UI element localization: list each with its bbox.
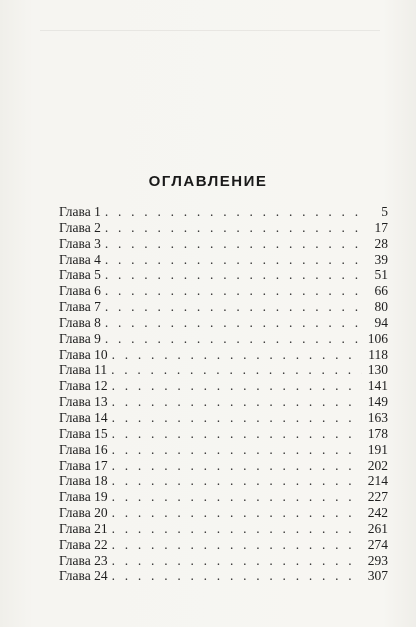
toc-entry xyxy=(59,553,388,569)
toc-entry-page: 261 xyxy=(367,520,388,536)
dot-leader xyxy=(112,378,362,394)
toc-entry-page: 5 xyxy=(381,204,388,219)
dot-leader xyxy=(105,252,362,268)
toc-entry xyxy=(59,378,388,394)
page-title: ОГЛАВЛЕНИЕ xyxy=(148,173,268,191)
toc-entry-page: 149 xyxy=(367,394,388,410)
toc-entry xyxy=(59,236,388,252)
dot-leader xyxy=(112,537,362,553)
toc-entry xyxy=(59,299,388,315)
toc-entry-page: 274 xyxy=(367,536,388,552)
dot-leader xyxy=(112,489,362,505)
toc-entry xyxy=(59,442,388,458)
toc-entry xyxy=(59,537,388,553)
toc-entry-label: Глава 18 xyxy=(59,473,108,489)
dot-leader xyxy=(112,568,362,584)
toc-entry-page: 191 xyxy=(367,441,388,457)
toc-entry xyxy=(59,426,388,442)
table-of-contents xyxy=(59,204,388,584)
toc-entry-label: Глава 11 xyxy=(59,362,108,378)
toc-entry-page: 293 xyxy=(367,552,388,568)
toc-entry-label: Глава 2 xyxy=(59,219,101,235)
toc-entry-label: Глава 4 xyxy=(59,251,101,267)
toc-entry-page: 94 xyxy=(374,314,388,330)
dot-leader xyxy=(112,505,362,521)
toc-entry-label: Глава 1 xyxy=(59,204,101,219)
dot-leader xyxy=(112,410,362,426)
toc-entry-label: Глава 14 xyxy=(59,409,108,425)
dot-leader xyxy=(112,521,362,537)
toc-entry-label: Глава 20 xyxy=(59,505,108,521)
toc-entry-label: Глава 19 xyxy=(59,489,108,505)
toc-entry xyxy=(59,362,388,378)
toc-entry xyxy=(59,347,388,363)
toc-entry-label: Глава 21 xyxy=(59,520,108,536)
toc-entry-label: Глава 5 xyxy=(59,267,101,283)
dot-leader xyxy=(105,299,362,315)
toc-entry-page: 202 xyxy=(367,457,388,473)
toc-entry-label: Глава 24 xyxy=(59,568,108,584)
toc-entry xyxy=(59,489,388,505)
toc-entry-label: Глава 10 xyxy=(59,346,108,362)
toc-entry xyxy=(59,315,388,331)
toc-entry-label: Глава 8 xyxy=(59,314,101,330)
toc-entry xyxy=(59,394,388,410)
toc-entry xyxy=(59,252,388,268)
toc-entry-label: Глава 17 xyxy=(59,457,108,473)
bleed-through-header xyxy=(40,16,380,31)
toc-entry-label: Глава 3 xyxy=(59,235,101,251)
dot-leader xyxy=(105,315,362,331)
dot-leader xyxy=(112,458,362,474)
dot-leader xyxy=(105,267,362,283)
toc-entry xyxy=(59,283,388,299)
toc-entry-page: 214 xyxy=(367,473,388,489)
dot-leader xyxy=(105,204,362,220)
toc-entry xyxy=(59,521,388,537)
toc-entry-label: Глава 23 xyxy=(59,552,108,568)
toc-entry-label: Глава 6 xyxy=(59,283,101,299)
toc-entry-label: Глава 16 xyxy=(59,441,108,457)
toc-entry-label: Глава 9 xyxy=(59,330,101,346)
toc-entry-page: 17 xyxy=(374,219,388,235)
toc-entry xyxy=(59,458,388,474)
toc-entry xyxy=(59,568,388,584)
toc-entry-label: Глава 12 xyxy=(59,378,108,394)
dot-leader xyxy=(112,426,362,442)
toc-entry-page: 118 xyxy=(368,346,388,362)
toc-entry-label: Глава 7 xyxy=(59,299,101,315)
toc-entry-page: 178 xyxy=(367,425,388,441)
toc-entry-page: 227 xyxy=(367,489,388,505)
dot-leader xyxy=(105,331,362,347)
toc-entry-page: 130 xyxy=(367,362,388,378)
toc-entry xyxy=(59,473,388,489)
toc-entry-page: 141 xyxy=(367,378,388,394)
toc-entry xyxy=(59,505,388,521)
dot-leader xyxy=(105,283,362,299)
toc-entry-label: Глава 15 xyxy=(59,425,108,441)
dot-leader xyxy=(112,473,362,489)
toc-entry-page: 80 xyxy=(374,299,388,315)
dot-leader xyxy=(112,347,362,363)
toc-entry xyxy=(59,410,388,426)
toc-entry-label: Глава 13 xyxy=(59,394,108,410)
dot-leader xyxy=(111,362,362,378)
dot-leader xyxy=(112,442,362,458)
toc-entry-label: Глава 22 xyxy=(59,536,108,552)
dot-leader xyxy=(112,553,362,569)
toc-entry-page: 106 xyxy=(367,330,388,346)
toc-entry xyxy=(59,204,388,220)
toc-entry xyxy=(59,331,388,347)
dot-leader xyxy=(105,236,362,252)
toc-entry-page: 66 xyxy=(374,283,388,299)
dot-leader xyxy=(105,220,362,236)
toc-entry-page: 163 xyxy=(367,409,388,425)
toc-entry xyxy=(59,220,388,236)
dot-leader xyxy=(112,394,362,410)
toc-entry-page: 39 xyxy=(374,251,388,267)
toc-entry-page: 28 xyxy=(374,235,388,251)
toc-entry-page: 242 xyxy=(367,505,388,521)
toc-entry-page: 307 xyxy=(367,568,388,584)
toc-entry-page: 51 xyxy=(374,267,388,283)
toc-entry xyxy=(59,267,388,283)
